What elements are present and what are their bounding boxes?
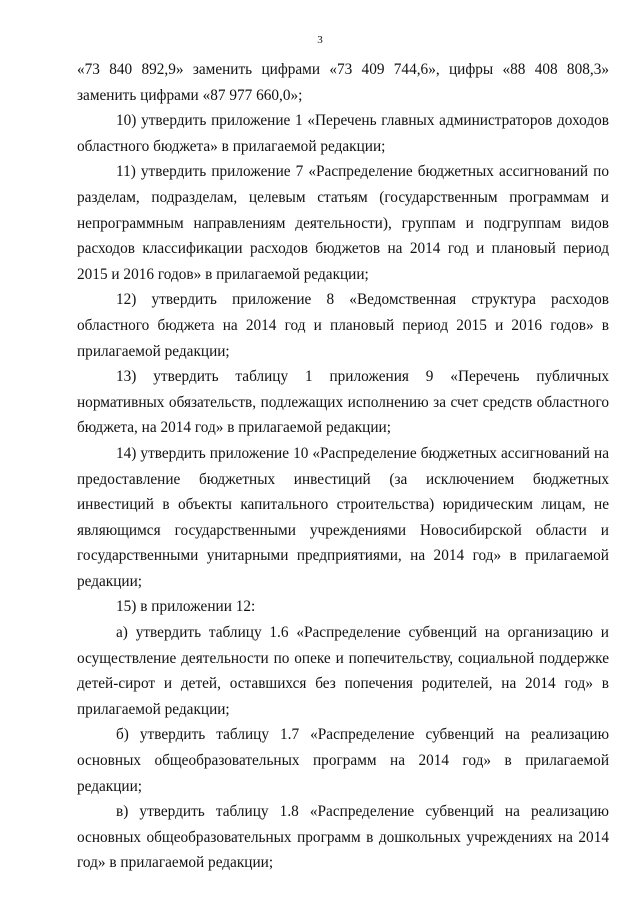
paragraph-item-14: 14) утвердить приложение 10 «Распределение бюджетных ассигнований на предоставление бюджетных инвестиций (за исключением бюджетных инвестиций в объекты капитального строительства) юридическим лицам, не являющимся государственными учреждениями Новосибирской области и государственными унитарными предприятиями, на 2014 год» в прилагаемой редакции; (77, 444, 609, 590)
paragraph-continuation: «73 840 892,9» заменить цифрами «73 409 744,6», цифры «88 408 808,3» заменить цифрами «87 977 660,0»; (77, 61, 609, 104)
page-number: 3 (317, 34, 323, 46)
paragraph-item-12: 12) утвердить приложение 8 «Ведомственная структура расходов областного бюджета на 2014 год и плановый период 2015 и 2016 годов» в прилагаемой редакции; (77, 291, 609, 360)
paragraph-item-15c: в) утвердить таблицу 1.8 «Распределение субвенций на реализацию основных общеобразовательных программ в дошкольных учреждениях на 2014 год» в прилагаемой редакции; (77, 803, 609, 872)
paragraph-item-15a: а) утвердить таблицу 1.6 «Распределение субвенций на организацию и осуществление деятельности по опеке и попечительству, социальной поддержке детей-сирот и детей, оставшихся без попечения родителей, на 2014 год» в прилагаемой редакции; (77, 624, 609, 718)
paragraph-item-15b: б) утвердить таблицу 1.7 «Распределение субвенций на реализацию основных общеобразовательных программ на 2014 год» в прилагаемой редакции; (77, 726, 609, 795)
paragraph-item-10: 10) утвердить приложение 1 «Перечень главных администраторов доходов областного бюджета» в прилагаемой редакции; (77, 112, 609, 155)
paragraph-item-11: 11) утвердить приложение 7 «Распределение бюджетных ассигнований по разделам, подразделам, целевым статьям (государственным программам и непрограммным направлениям деятельности), группам и подгруппам видов расходов классификации расходов бюджетов на 2014 год и плановый период 2015 и 2016 годов» в прилагаемой редакции; (77, 163, 609, 283)
paragraph-item-15: 15) в приложении 12: (116, 598, 256, 616)
document-body (77, 57, 609, 876)
paragraph-item-13: 13) утвердить таблицу 1 приложения 9 «Перечень публичных нормативных обязательств, подлежащих исполнению за счет средств областного бюджета, на 2014 год» в прилагаемой редакции; (77, 368, 609, 437)
